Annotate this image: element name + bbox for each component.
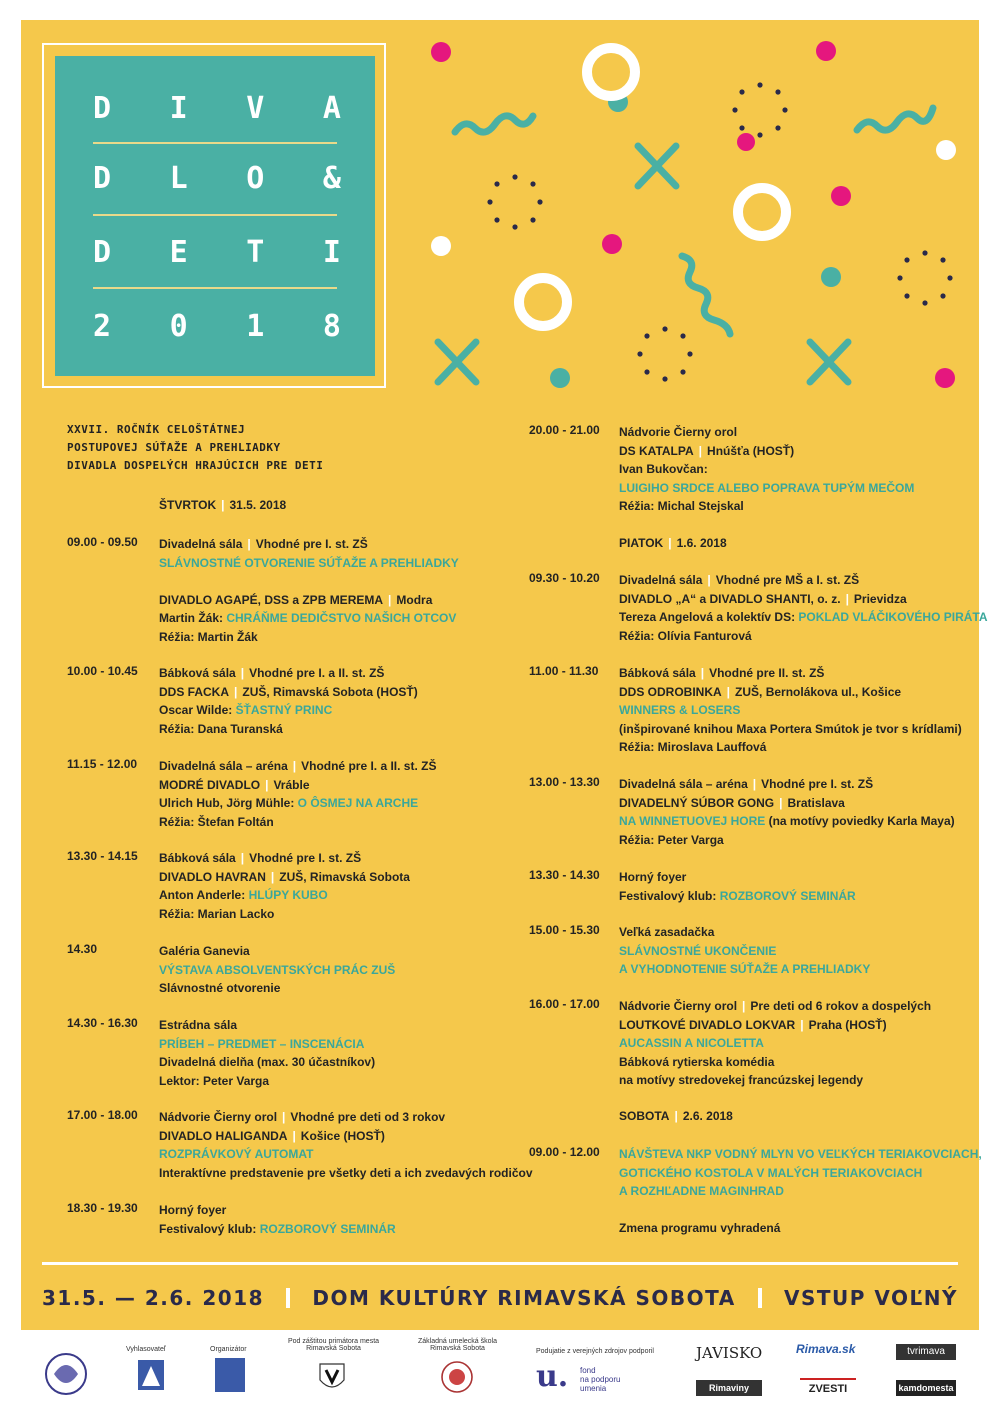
event-title: GOTICKÉHO KOSTOLA V MALÝCH TERIAKOVCIACH (619, 1165, 923, 1180)
event-line (619, 775, 873, 794)
event-detail: Pre deti od 6 rokov a dospelých (750, 999, 932, 1013)
event-detail: DS KATALPA (619, 443, 694, 458)
event-detail: Bábková sála (619, 666, 696, 680)
event-line (619, 479, 914, 498)
event-detail: Horný foyer (619, 870, 687, 884)
event-detail: Košice (HOSŤ) (300, 1128, 385, 1143)
fund-line: na podporu (580, 1375, 621, 1384)
title-letter: 2 (93, 308, 112, 344)
event-detail: Vhodné pre I. a II. st. ZŠ (249, 666, 385, 680)
event-detail: Vhodné pre deti od 3 rokov (290, 1110, 446, 1124)
event-detail: ZUŠ, Bernolákova ul., Košice (735, 684, 902, 699)
event-detail: Réžia: Martin Žák (159, 629, 258, 644)
event-title: ROZBOROVÝ SEMINÁR (259, 1221, 396, 1236)
event-time: 09.30 - 10.20 (529, 571, 600, 585)
event-detail: Réžia: Štefan Foltán (159, 814, 274, 829)
fund-logo-mark: u. (536, 1359, 569, 1394)
event-line (159, 1201, 226, 1220)
separator: | (292, 759, 297, 773)
event-detail: Oscar Wilde: (159, 703, 236, 717)
event-detail: Vhodné pre I. st. ZŠ (249, 851, 362, 865)
kamdomesta-logo: kamdomesta (896, 1380, 956, 1396)
event-line (619, 1053, 774, 1072)
separator: | (752, 777, 757, 791)
event-time: 20.00 - 21.00 (529, 423, 600, 437)
announcer-label: Vyhlasovateľ (126, 1346, 166, 1353)
footer-separator (286, 1288, 290, 1308)
fund-line: umenia (580, 1384, 607, 1393)
day-heading-friday (619, 534, 727, 553)
event-detail: Estrádna sála (159, 1018, 238, 1032)
teal-dots (550, 92, 841, 388)
event-line (159, 591, 432, 610)
fund-label: Podujatie z verejných zdrojov podporil (536, 1348, 654, 1355)
event-detail: DDS FACKA (159, 684, 230, 699)
title-letter: V (246, 90, 265, 126)
event-line (619, 608, 988, 627)
event-title: O ÔSMEJ NA ARCHE (297, 796, 419, 810)
event-time: 09.00 - 09.50 (67, 535, 138, 549)
separator: | (282, 1110, 286, 1124)
event-line (159, 628, 258, 647)
patronage-line: Rimavská Sobota (306, 1345, 361, 1352)
event-line (619, 664, 824, 683)
event-line (159, 1108, 445, 1127)
white-rings (519, 48, 786, 326)
tvrimava-logo: tvrimava (896, 1344, 956, 1360)
event-detail: DIVADLO AGAPÉ, DSS a ZPB MEREMA (159, 592, 384, 607)
title-letter: O (246, 160, 265, 196)
event-detail: Festivalový klub: (159, 1221, 260, 1236)
intro-line: XXVII. ROČNÍK CELOŠTÁTNEJ (67, 423, 246, 436)
rimava-logo: Rimava.sk (796, 1342, 856, 1356)
event-detail: DIVADLO „A“ a DIVADLO SHANTI, o. z. (619, 591, 841, 606)
event-line (619, 812, 955, 831)
title-letter: D (93, 160, 112, 196)
event-title: SLÁVNOSTNÉ OTVORENIE SÚŤAŽE A PREHLIADKY (159, 555, 459, 570)
nos-logo (136, 1358, 166, 1392)
day-date: 1.6. 2018 (676, 536, 727, 550)
day-heading-saturday (619, 1107, 733, 1126)
event-time: 11.15 - 12.00 (67, 757, 138, 771)
event-line (619, 442, 794, 461)
event-line (159, 979, 280, 998)
event-line (619, 1016, 887, 1035)
title-letter: T (246, 234, 265, 270)
event-title: ROZBOROVÝ SEMINÁR (719, 888, 856, 903)
separator: | (234, 684, 238, 699)
separator: | (265, 777, 269, 792)
intro-line: POSTUPOVEJ SÚŤAŽE A PREHLIADKY (67, 441, 281, 454)
event-time: 14.30 - 16.30 (67, 1016, 138, 1030)
event-line (159, 813, 274, 832)
title-letter: E (169, 234, 188, 270)
event-detail: Galéria Ganevia (159, 944, 250, 958)
event-line (619, 887, 856, 906)
event-line (159, 554, 459, 573)
rimaviny-logo: Rimaviny (696, 1380, 762, 1396)
event-time: 18.30 - 19.30 (67, 1201, 138, 1215)
separator: | (742, 999, 746, 1013)
title-letter: D (93, 234, 112, 270)
event-line (159, 905, 274, 924)
title-letter: L (169, 160, 188, 196)
event-detail: na motívy stredovekej francúzskej legendy (619, 1073, 864, 1087)
event-line (619, 720, 962, 739)
event-detail: Ulrich Hub, Jörg Mühle: (159, 796, 298, 810)
event-time: 13.30 - 14.30 (529, 868, 600, 882)
title-letter: & (322, 160, 341, 196)
event-title: LUIGIHO SRDCE ALEBO POPRAVA TUPÝM MEČOM (619, 480, 915, 495)
event-line (619, 868, 686, 887)
event-line (159, 664, 384, 683)
day-date: 2.6. 2018 (682, 1109, 733, 1123)
event-title: NA WINNETUOVEJ HORE (619, 814, 766, 828)
event-line (159, 776, 310, 795)
teal-crosses (438, 146, 848, 382)
event-line (159, 886, 328, 905)
event-detail: Veľká zasadačka (619, 925, 715, 939)
event-detail: (na motívy poviedky Karla Maya) (765, 814, 955, 828)
event-detail: Réžia: Michal Stejskal (619, 499, 744, 513)
event-time: 15.00 - 15.30 (529, 923, 600, 937)
event-line (159, 609, 456, 628)
organizer-logo (215, 1358, 245, 1392)
title-letter: 1 (246, 308, 265, 344)
event-line (619, 794, 845, 813)
event-detail: Nádvorie Čierny orol (159, 1110, 278, 1124)
art-school-logo (440, 1360, 474, 1394)
city-coat-of-arms (318, 1362, 346, 1394)
event-line (619, 571, 859, 590)
event-line (159, 961, 395, 980)
footer-entry: VSTUP VOĽNÝ (784, 1286, 958, 1310)
art-school-line: Rimavská Sobota (430, 1345, 485, 1352)
event-time: 13.30 - 14.15 (67, 849, 138, 863)
separator: | (270, 869, 275, 884)
event-detail: Slávnostné otvorenie (159, 981, 281, 995)
title-letter: D (93, 90, 112, 126)
event-time: 10.00 - 10.45 (67, 664, 138, 678)
event-title: PRÍBEH – PREDMET – INSCENÁCIA (159, 1036, 365, 1051)
event-line (159, 942, 250, 961)
event-time: 09.00 - 12.00 (529, 1145, 600, 1159)
event-title: SLÁVNOSTNÉ UKONČENIE (619, 943, 777, 958)
event-detail: Vhodné pre I. st. ZŠ (761, 777, 874, 791)
separator: | (292, 1128, 296, 1143)
event-line (159, 1145, 313, 1164)
separator: | (240, 851, 245, 865)
event-detail: Vráble (273, 777, 310, 792)
event-detail: Réžia: Miroslava Lauffová (619, 740, 767, 754)
event-title: A VYHODNOTENIE SÚŤAŽE A PREHLIADKY (619, 962, 871, 976)
event-line (619, 831, 724, 850)
event-line (619, 460, 708, 479)
fund-name (580, 1366, 620, 1393)
event-line (619, 738, 766, 757)
event-time: 11.00 - 11.30 (529, 664, 599, 678)
program-change-note: Zmena programu vyhradená (619, 1221, 781, 1235)
footer-venue: DOM KULTÚRY RIMAVSKÁ SOBOTA (312, 1286, 736, 1310)
event-detail: DDS ODROBINKA (619, 684, 722, 699)
javisko-logo: JAVISKO (696, 1344, 763, 1362)
event-line (619, 701, 740, 720)
event-line (159, 535, 368, 554)
title-letter: I (322, 234, 341, 270)
event-title: A ROZHĽADNE MAGINHRAD (619, 1184, 784, 1198)
event-line (159, 1053, 375, 1072)
zvesti-logo: ZVESTI (800, 1378, 856, 1398)
footer-info (42, 1283, 958, 1313)
separator: | (668, 536, 672, 550)
patronage-label (288, 1338, 379, 1352)
event-detail: Modra (396, 592, 433, 607)
separator: | (388, 592, 392, 607)
event-title: WINNERS & LOSERS (619, 703, 741, 717)
event-detail: DIVADLO HAVRAN (159, 869, 266, 884)
separator: | (674, 1109, 678, 1123)
separator: | (221, 498, 225, 512)
event-detail: DIVADLO HALIGANDA (159, 1128, 288, 1143)
event-line (619, 1071, 863, 1090)
footer-separator (758, 1288, 762, 1308)
separator: | (779, 795, 783, 810)
event-line (159, 1016, 237, 1035)
event-line (619, 590, 907, 609)
event-line (619, 942, 776, 961)
fund-line: fond (580, 1366, 596, 1375)
event-detail: Tereza Angelová a kolektív DS: (619, 610, 799, 624)
art-school-line: Základná umelecká škola (418, 1338, 497, 1345)
event-line (159, 701, 332, 720)
footer-dates: 31.5. — 2.6. 2018 (42, 1286, 265, 1310)
organizer-label: Organizátor (210, 1346, 247, 1353)
separator: | (845, 591, 849, 606)
event-detail: Réžia: Marian Lacko (159, 906, 275, 921)
event-detail: Divadelná dielňa (max. 30 účastníkov) (159, 1055, 376, 1069)
event-detail: Lektor: Peter Varga (159, 1073, 270, 1088)
event-detail: LOUTKOVÉ DIVADLO LOKVAR (619, 1017, 796, 1032)
event-line (159, 1127, 385, 1146)
event-line (159, 849, 361, 868)
title-letter: I (169, 90, 188, 126)
event-detail: Nádvorie Čierny orol (619, 425, 738, 439)
event-line (159, 1220, 396, 1239)
event-detail: Réžia: Olívia Fanturová (619, 628, 752, 643)
event-detail: Martin Žák: (159, 611, 227, 625)
event-line (619, 923, 714, 942)
sponsor-logos (0, 1330, 1000, 1414)
event-title: NÁVŠTEVA NKP VODNÝ MLYN VO VEĽKÝCH TERIAKOVCIACH, (619, 1147, 982, 1161)
event-detail: Divadelná sála (619, 573, 703, 587)
event-detail: ZUŠ, Rimavská Sobota (279, 869, 410, 884)
event-detail: Vhodné pre I. st. ZŠ (255, 537, 368, 551)
day-name: SOBOTA (619, 1109, 670, 1123)
event-detail: Prievidza (853, 591, 907, 606)
pink-dots (431, 41, 955, 388)
event-detail: Bratislava (787, 795, 845, 810)
event-detail: (inšpirované knihou Maxa Portera Smútok je tvor s krídlami) (619, 721, 962, 736)
event-detail: Ivan Bukovčan: (619, 462, 708, 476)
event-title: POKLAD VLÁČIKOVÉHO PIRÁTA (798, 610, 988, 624)
event-time: 13.00 - 13.30 (529, 775, 600, 789)
title-letter: 8 (322, 308, 341, 344)
white-dots (431, 140, 956, 256)
intro-line: DIVADLA DOSPELÝCH HRAJÚCICH PRE DETI (67, 459, 324, 472)
event-time: 14.30 (67, 942, 98, 956)
patronage-line: Pod záštitou primátora mesta (288, 1338, 380, 1345)
day-heading-thursday (159, 496, 286, 515)
event-detail: Interaktívne predstavenie pre všetky deti a ich zvedavých rodičov (159, 1165, 533, 1180)
event-title: VÝSTAVA ABSOLVENTSKÝCH PRÁC ZUŠ (159, 962, 396, 977)
separator: | (698, 443, 703, 458)
separator: | (800, 1017, 804, 1032)
event-time: 16.00 - 17.00 (529, 997, 600, 1011)
event-line (619, 1182, 784, 1201)
day-date: 31.5. 2018 (229, 498, 287, 512)
event-line (159, 1035, 364, 1054)
separator: | (240, 666, 245, 680)
event-line (159, 1072, 269, 1091)
footer-divider (42, 1262, 958, 1265)
event-detail: Vhodné pre MŠ a I. st. ZŠ (715, 573, 860, 587)
event-line (619, 1145, 982, 1164)
event-detail: Bábková sála (159, 851, 236, 865)
event-title: HLÚPY KUBO (248, 888, 328, 902)
intro-text (67, 421, 323, 475)
event-detail: Bábková rytierska komédia (619, 1054, 775, 1069)
event-time: 17.00 - 18.00 (67, 1108, 138, 1122)
event-detail: Hnúšťa (HOSŤ) (707, 443, 795, 458)
separator: | (700, 666, 705, 680)
event-detail: Horný foyer (159, 1203, 227, 1217)
festival-logo (40, 1344, 92, 1400)
confetti-decoration (0, 0, 1000, 400)
event-detail: Bábková sála (159, 666, 236, 680)
event-line (619, 627, 752, 646)
event-detail: DIVADELNÝ SÚBOR GONG (619, 795, 775, 810)
event-line (159, 720, 283, 739)
event-line (619, 1164, 922, 1183)
event-detail: Praha (HOSŤ) (808, 1017, 887, 1032)
event-detail: Nádvorie Čierny orol (619, 999, 738, 1013)
event-detail: Festivalový klub: (619, 888, 720, 903)
event-detail: Anton Anderle: (159, 888, 249, 902)
event-detail: Divadelná sála – aréna (159, 759, 288, 773)
event-line (159, 757, 436, 776)
title-letter: A (322, 90, 341, 126)
event-title: CHRÁŇME DEDIČSTVO NAŠICH OTCOV (226, 611, 457, 625)
event-detail: ZUŠ, Rimavská Sobota (HOSŤ) (242, 684, 418, 699)
event-line (619, 497, 744, 516)
event-detail: MODRÉ DIVADLO (159, 777, 261, 792)
event-title: ŠŤASTNÝ PRINC (235, 703, 333, 717)
event-detail: Vhodné pre II. st. ZŠ (709, 666, 825, 680)
separator: | (726, 684, 731, 699)
event-line (619, 423, 737, 442)
event-line (159, 794, 418, 813)
separator: | (247, 537, 251, 551)
event-title: ROZPRÁVKOVÝ AUTOMAT (159, 1147, 314, 1161)
event-line (159, 868, 410, 887)
day-name: ŠTVRTOK (159, 498, 217, 512)
day-name: PIATOK (619, 536, 664, 550)
event-line (619, 960, 870, 979)
title-letter: 0 (169, 308, 188, 344)
event-line (619, 997, 931, 1016)
art-school-label (418, 1338, 497, 1352)
event-detail: Réžia: Peter Varga (619, 832, 724, 847)
event-line (159, 1164, 533, 1183)
event-line (159, 683, 418, 702)
separator: | (707, 573, 711, 587)
event-line (619, 1034, 764, 1053)
event-detail: Divadelná sála (159, 537, 243, 551)
event-detail: Vhodné pre I. a II. st. ZŠ (301, 759, 437, 773)
event-detail: Divadelná sála – aréna (619, 777, 748, 791)
event-detail: Réžia: Dana Turanská (159, 721, 283, 736)
event-title: AUCASSIN A NICOLETTA (619, 1036, 764, 1050)
event-line (619, 683, 901, 702)
